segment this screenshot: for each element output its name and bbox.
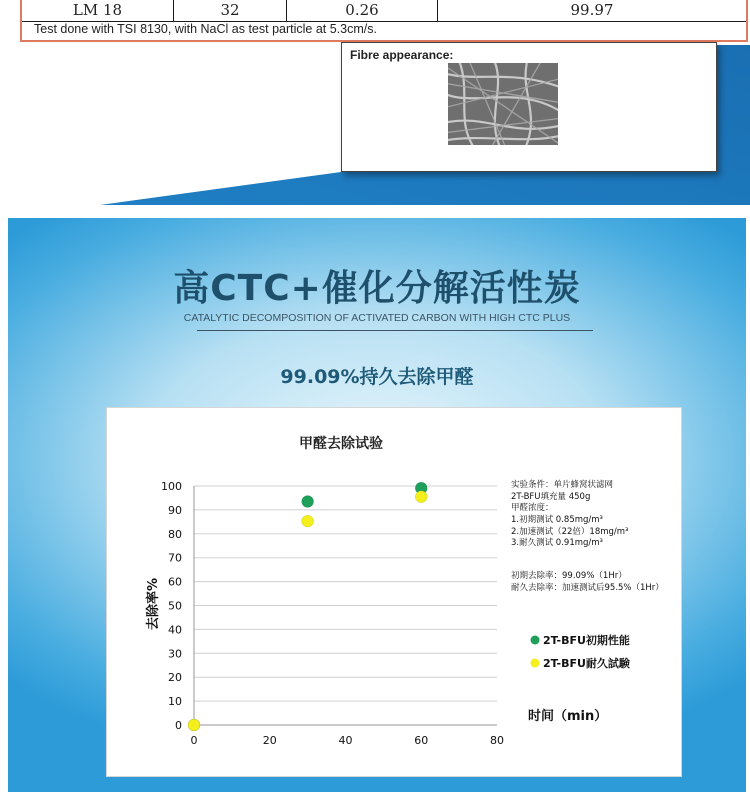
x-tick-label: 20: [262, 734, 277, 747]
y-tick-label: 10: [168, 695, 182, 709]
table-row: [22, 0, 746, 22]
annotation-text: 耐久去除率：加速测试后95.5%（1Hr）: [511, 583, 664, 593]
section-subtitle: CATALYTIC DECOMPOSITION OF ACTIVATED CARBON WITH HIGH CTC PLUS: [183, 312, 571, 324]
y-axis-title: 去除率%: [146, 577, 161, 631]
chart-title: 甲醛去除试验: [299, 436, 383, 452]
divider: [197, 330, 593, 331]
y-tick-label: 80: [168, 527, 182, 541]
y-tick-label: 100: [161, 480, 182, 493]
table-cell-model: LM 18: [22, 0, 174, 21]
y-tick-label: 30: [168, 647, 182, 661]
annotation-text: 2.加速测试（22倍）18mg/m³: [511, 527, 629, 537]
section-title: 高CTC+催化分解活性炭: [173, 268, 581, 309]
annotation-text: 初期去除率：99.09%（1Hr）: [511, 571, 627, 581]
y-tick-label: 40: [168, 623, 182, 637]
top-section: [0, 0, 750, 205]
x-axis-title: 时间（min）: [528, 709, 608, 724]
x-tick-label: 60: [414, 734, 429, 747]
x-tick-label: 80: [490, 734, 504, 747]
y-tick-label: 0: [175, 719, 182, 732]
legend-marker: [531, 659, 540, 668]
fibre-label: Fibre appearance:: [350, 48, 454, 62]
y-tick-label: 70: [168, 551, 182, 565]
data-point-series-1: [302, 496, 314, 508]
annotation-text: 甲醛浓度：: [511, 503, 554, 513]
chart-card: [106, 407, 682, 777]
x-tick-label: 40: [338, 734, 353, 747]
table-note: Test done with TSI 8130, with NaCl as test particle at 5.3cm/s.: [34, 22, 377, 36]
scatter-chart: [107, 408, 683, 778]
data-point-series-2: [302, 515, 314, 527]
formaldehyde-section: [8, 218, 746, 792]
fibre-appearance-box: [341, 42, 717, 172]
data-point-series-2: [188, 719, 200, 731]
annotation-text: 3.耐久测试 0.91mg/m³: [511, 538, 603, 548]
legend-label: 2T-BFU初期性能: [543, 634, 630, 647]
y-tick-label: 60: [168, 575, 182, 589]
spec-table: [20, 0, 748, 42]
data-point-series-2: [415, 491, 427, 503]
y-tick-label: 50: [168, 599, 182, 613]
table-cell-value: 0.26: [287, 0, 438, 21]
removal-rate-headline: 99.09%持久去除甲醛: [280, 366, 474, 388]
annotation-text: 1.初期测试 0.85mg/m³: [511, 515, 603, 525]
table-cell-value: 32: [174, 0, 287, 21]
annotation-text: 实验条件：单片蜂窝状滤网: [511, 480, 614, 490]
legend-marker: [531, 636, 540, 645]
annotation-text: 2T-BFU填充量 450g: [511, 492, 591, 502]
fibre-micrograph-image: [448, 63, 558, 145]
table-cell-efficiency: 99.97: [570, 1, 614, 19]
x-tick-label: 0: [190, 734, 198, 747]
y-tick-label: 90: [168, 503, 182, 517]
legend-label: 2T-BFU耐久試験: [543, 657, 630, 670]
y-tick-label: 20: [168, 671, 182, 685]
